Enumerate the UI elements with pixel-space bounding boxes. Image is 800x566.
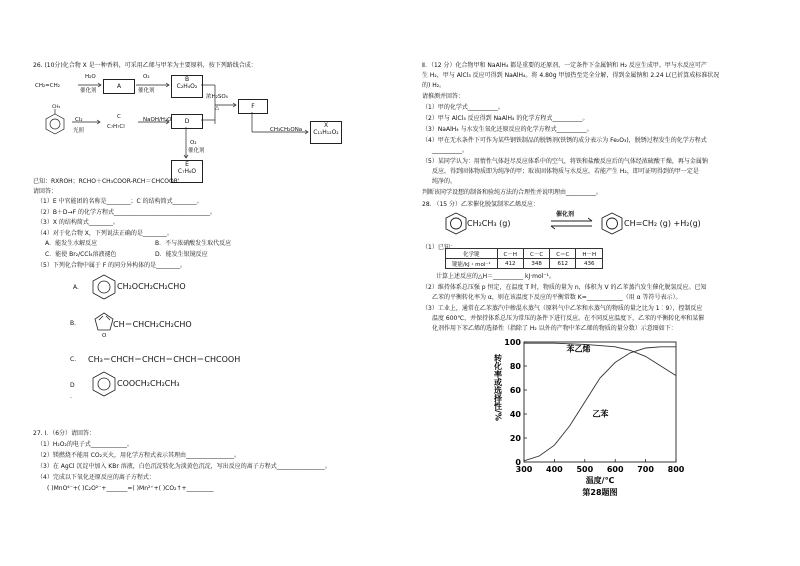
q28-part3-line2: 温度 600℃，并保持体系总压为常压的条件下进行反应。在不同反应温度下，乙苯的平衡转化率和某催: [432, 315, 705, 322]
styrene-selectivity-line: [524, 343, 676, 375]
x-tick-label: 400: [546, 465, 563, 474]
q27ii-part2: （2）甲与 AlCl₃ 反应得到 NaAlH₄ 的化学方程式__________。: [422, 115, 589, 122]
arrow2-reagent: O₂: [143, 74, 150, 80]
isomer-c-formula: CH₃＝CHCH＝CHCH＝CHCH＝CHCOOH: [88, 355, 241, 364]
flowchart-arrows: [0, 0, 400, 200]
q27ii-line2: 生 H₂，甲与 AlCl₃ 反应可得到 NaAlH₄。将 4.80g 甲加热至完全分解，得到金属钠和 2.24 L(已折算成标准状况: [422, 72, 720, 79]
compound-e-formula: C₇H₆O: [177, 168, 197, 175]
x-axis-label: 温度/℃: [585, 476, 615, 485]
isomer-b-label: B.: [70, 320, 77, 327]
y-tick-label: 100: [504, 338, 521, 347]
q28-part3: （3）工业上，通常在乙苯蒸汽中掺混水蒸气（原料气中乙苯和水蒸气的物质的量之比为 1︰9），控制反应: [422, 305, 703, 312]
compound-x-letter: X: [323, 122, 329, 129]
q27ii-part4-blank: __________。: [432, 147, 469, 154]
y-axis-label: 转化率或选择性/%: [493, 354, 503, 421]
q27ii-part5: （5）某同学认为：用惰性气体赶尽反应体系中的空气，将铁和盐酸反应后的气体经浓硫酸干燥，再与金属钠: [422, 158, 708, 165]
y-tick-label: 20: [509, 434, 521, 443]
naoh-label: NaOH/H₂O: [143, 117, 172, 123]
ethylene-label: CH₂=CH₂: [35, 83, 60, 89]
bond-header-row: [446, 249, 603, 259]
arrow1-reagent: H₂O: [85, 74, 96, 80]
bond-header-cell: H－H: [576, 249, 603, 259]
sodium-ethoxide-label: CH₃CH₂ONa: [270, 127, 303, 133]
known-note: 已知：RXROH；RCHO＋CH₃COOR-RCH＝CHCOOR': [33, 178, 180, 185]
bond-value-cell: 612: [550, 259, 576, 269]
isomer-c-label: C.: [70, 356, 77, 363]
bond-value-row: [446, 259, 603, 269]
isomer-a-formula: CH₂OCH₂CH₂CHO: [117, 282, 186, 291]
product-styrene: CH=CH₂ (g) +H₂(g): [624, 219, 701, 228]
q26-title: 26. (10分)化合物 X 是一种香料，可采用乙烯与甲苯为主要原料，按下列路线合成：: [33, 62, 257, 69]
q26-part1: （1）E 中官能团的名称是________；C 的结构简式________。: [37, 198, 203, 205]
q27ii-part3: （3）NaAlH₄ 与水发生氧化还原反应的化学方程式__________。: [422, 126, 593, 133]
q27ii-part4: （4）甲在无水条件下可作为某些钢铁制品的脱锈剂(铁锈的成分表示为 Fe₂O₃)，脱锈过程发生的化学方程式: [422, 137, 707, 144]
q28-part2-line2: 乙苯的平衡转化率为 α，则在该温度下反应的平衡常数 K=____________（用 α 等符号表示）。: [432, 294, 682, 301]
compound-d-box: D: [171, 114, 203, 129]
furan-ring-b: [95, 313, 113, 330]
bond-header-cell: C－H: [497, 249, 523, 259]
isomer-d-dot: .: [70, 393, 72, 400]
q27ii-line1: Ⅱ．（12 分）化合物甲和 NaAlH₄ 都是重要的还原剂，一定条件下金属钠和 H₂ 反应生成甲。甲与水反应可产: [422, 62, 707, 69]
compound-e-letter: E: [185, 161, 189, 168]
o2-label: O₂: [190, 140, 197, 146]
bond-value-cell: 436: [576, 259, 603, 269]
x-tick-label: 600: [606, 465, 624, 474]
q28-part2: （2）维持体系总压强 p 恒定，在温度 T 时，物质的量为 n，体积为 V 的乙苯蒸汽发生催化脱氢反应。已知: [422, 284, 707, 291]
y-tick-label: 60: [509, 386, 521, 395]
isomer-structures: [0, 270, 400, 410]
svg-text:CH₃: CH₃: [52, 105, 61, 110]
heat-label: △: [215, 105, 220, 111]
benzene-ring-d: [93, 372, 115, 396]
q26-part5: （5）下列化合物中属于 F 的同分异构体的是________。: [37, 262, 187, 269]
q26-part2: （2）B＋D→F 的化学方程式________________________________。: [37, 209, 216, 216]
ethylbenzene-conversion-line: [524, 347, 676, 461]
q27-part4: （4）完成以下氧化还原反应的离子方程式：: [37, 474, 155, 481]
q27ii-part1: （1）甲的化学式__________。: [422, 104, 504, 111]
q27ii-judge: 判断该同学设想的制备和验纯方法的合理性并说明理由__________。: [422, 189, 603, 196]
bond-energy-table: [445, 248, 603, 269]
y-tick-label: 80: [509, 362, 521, 371]
q28-part3-line3: 化剂作用下苯乙烯的选择性（指除了 H₂ 以外的产物中苯乙烯的物质的量分数）示意图如下：: [432, 325, 677, 332]
compound-f-box: F: [238, 99, 268, 114]
compound-a-box: A: [103, 79, 135, 94]
q27-title: 27. Ⅰ．（6分）请回答：: [33, 430, 96, 437]
q27ii-part5-line3: 纯净的。: [432, 178, 457, 185]
option-a: A．能发生水解反应: [45, 240, 98, 247]
arrow1-catalyst: 催化剂: [80, 88, 97, 94]
x-tick-label: 800: [667, 465, 685, 474]
styrene-ring: [602, 213, 622, 234]
q27-part1: （1）H₂O₂的电子式____________。: [37, 441, 133, 448]
y-tick-label: 40: [509, 410, 521, 419]
q27ii-line3: 的) H₂。: [422, 82, 446, 89]
q27ii-part5-line2: 反应，得到固体物质即为纯净的甲；取该固体物质与水反应，若能产生 H₂，即可证明得到的甲一定是: [432, 168, 699, 175]
series-label-ethylbenzene: 乙苯: [592, 409, 609, 419]
compound-c-letter: C: [117, 114, 121, 120]
ethylbenzene-ring: [446, 213, 466, 234]
isomer-a-label: A.: [73, 284, 79, 291]
option-b: B．不与浓硝酸发生取代反应: [155, 240, 232, 247]
isomer-d-label: D: [70, 382, 75, 389]
bond-header-cell: C＝C: [550, 249, 576, 259]
conversion-selectivity-chart: [480, 336, 700, 501]
q27-part3: （3）在 AgCl 沉淀中加入 KBr 溶液，白色沉淀转化为淡黄色沉淀，写出反应的离子方程式________________。: [37, 463, 331, 470]
figure-caption: 第28题图: [582, 488, 618, 497]
delta-h-question: 计算上述反应的△H＝__________ kJ·mol⁻¹。: [436, 273, 555, 280]
ask-label: 请回答：: [33, 188, 58, 195]
plot-frame: [524, 342, 676, 462]
light-label: 光照: [73, 128, 85, 134]
q28-title: 28. （15 分）乙苯催化脱氢制苯乙烯反应：: [422, 201, 539, 208]
compound-b-formula: C₂H₄O₂: [176, 83, 198, 90]
chlorine-label: Cl₂: [75, 117, 83, 123]
series-label-styrene: 苯乙烯: [566, 344, 591, 354]
isomer-d-formula: COOCH₂CH₂CH₃: [117, 379, 180, 388]
bond-value-cell: 412: [497, 259, 523, 269]
x-tick-label: 700: [637, 465, 654, 474]
x-tick-label: 300: [515, 465, 533, 474]
q28-part1: （1）已知：: [422, 244, 456, 251]
compound-b-letter: B: [184, 76, 190, 83]
q27ii-ask: 请推测并回答：: [422, 93, 465, 100]
y-tick-label: 0: [515, 458, 521, 467]
q26-part3: （3）X 的结构简式________。: [37, 219, 119, 226]
q27-part2: （2）镁燃烧不能用 CO₂灭火，用化学方程式表示其理由________________。: [37, 452, 241, 459]
bond-row-label: 键能/kJ・mol⁻¹: [446, 259, 498, 269]
benzene-ring-a: [93, 275, 115, 299]
bond-header-cell: C－C: [524, 249, 550, 259]
q26-part4: （4）对于化合物 X，下列说法正确的是________。: [37, 230, 173, 237]
catalyst-label: 催化剂: [188, 148, 205, 154]
conc-h2so4-label: 浓H₂SO₄: [206, 94, 228, 100]
furan-oxygen: O: [102, 333, 107, 339]
bond-value-cell: 348: [524, 259, 550, 269]
x-tick-label: 500: [576, 465, 594, 474]
q27-equation: ( )MnO⁴⁻+( )C₂O²⁻+_______=( )Mn²⁺+( )CO₂↑+_________: [47, 485, 214, 492]
option-c: C．能使 Br₂/CCl₄溶液褪色: [45, 251, 117, 258]
catalyst-label-rx: 催化剂: [556, 211, 575, 218]
bond-header-cell: 化学键: [446, 249, 498, 259]
isomer-b-formula: CH＝CHCH₂CH₂CHO: [113, 320, 192, 329]
option-d: D．能发生银镜反应: [155, 251, 208, 258]
arrow2-catalyst: 催化剂: [138, 88, 155, 94]
compound-x-formula: C₁₁H₁₂O₂: [313, 129, 339, 136]
reactant-ethylbenzene: CH₂CH₃ (g): [467, 219, 511, 228]
compound-c-formula: C₇H₇Cl: [107, 124, 125, 130]
